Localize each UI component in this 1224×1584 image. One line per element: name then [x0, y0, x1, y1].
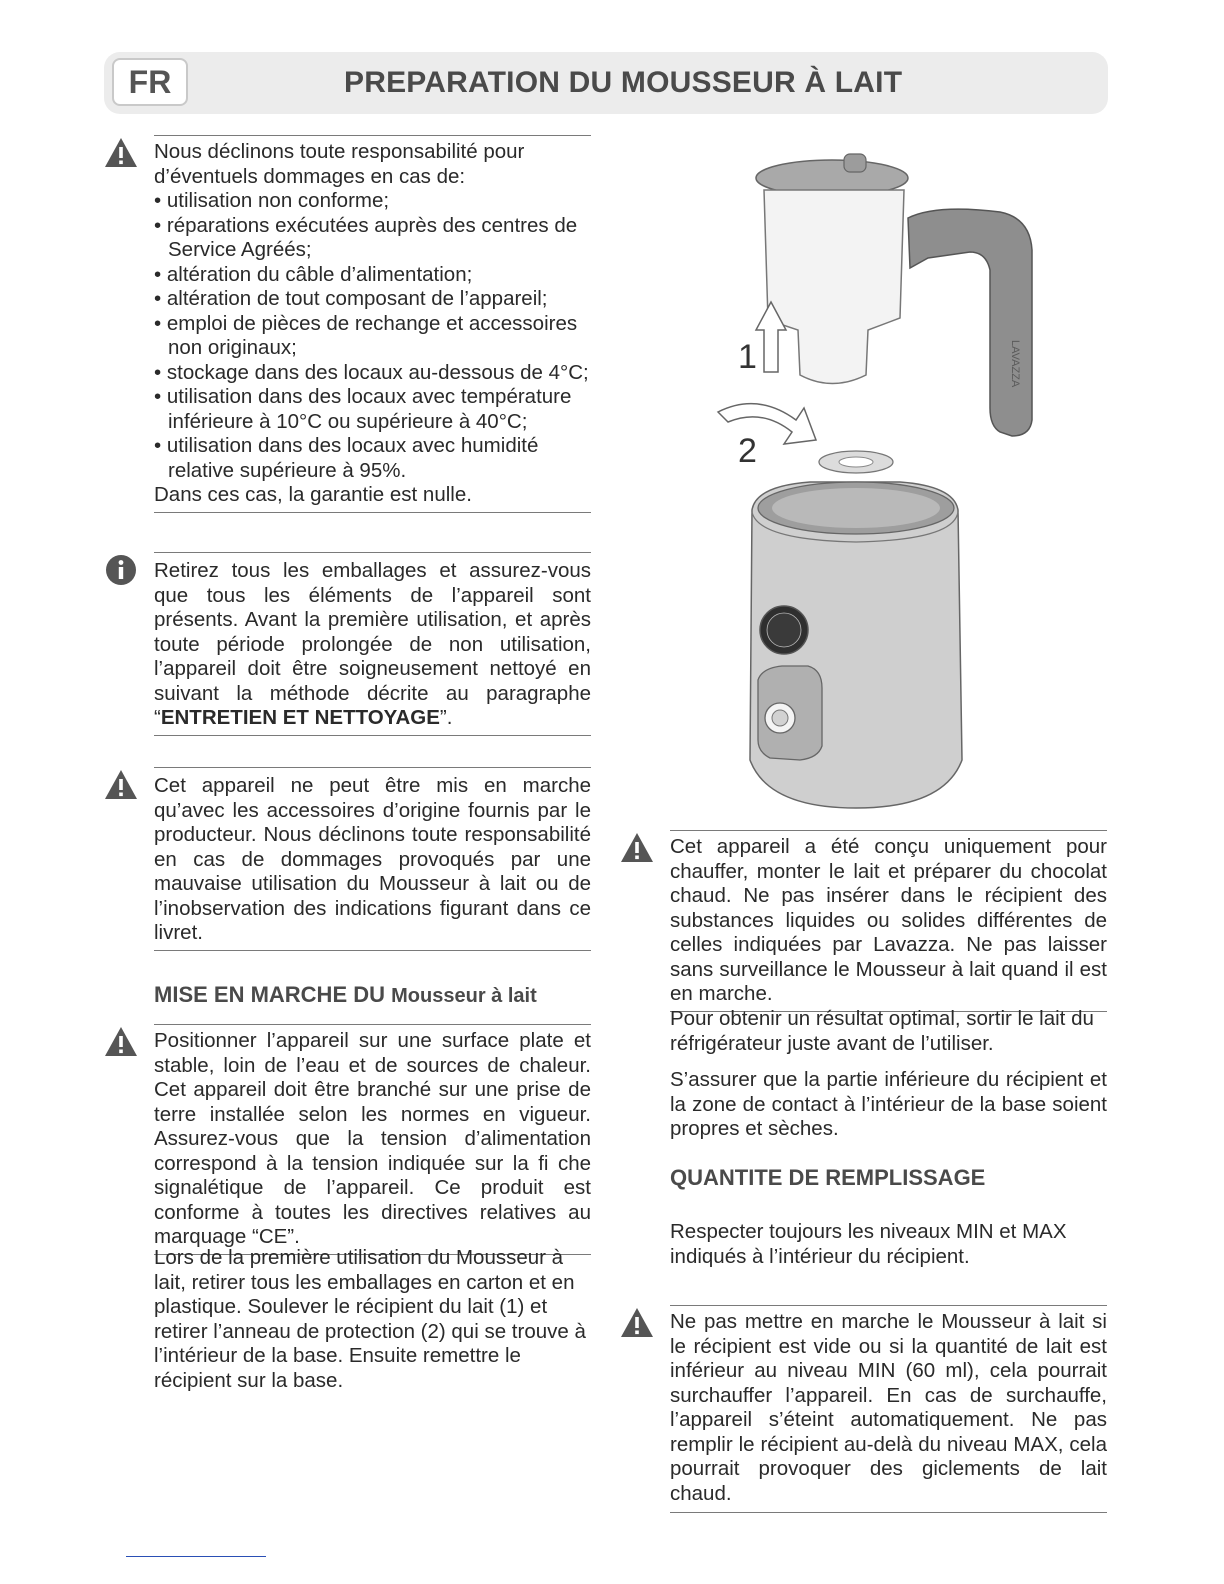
warning-liability-outro: Dans ces cas, la garantie est nulle. — [154, 483, 472, 506]
warning-icon — [104, 1025, 138, 1059]
first-use-paragraph: Lors de la première utilisation du Mousseur à lait, retirer tous les emballages en carton et en plastique. Soulever le récipient du lait (1) et retirer l’anneau de protection (2) qui se trouve à l’intérieur de la base. Ensuite remettre le récipient sur la base. — [154, 1246, 586, 1392]
warning-liability-block — [154, 135, 591, 513]
page-header — [104, 52, 1108, 114]
list-item: • utilisation non conforme; — [154, 189, 390, 212]
list-item: • utilisation dans des locaux avec température inférieure à 10°C ou supérieure à 40°C; — [154, 385, 572, 433]
list-item: • utilisation dans des locaux avec humidité relative supérieure à 95%. — [154, 434, 539, 482]
fridge-paragraph: Pour obtenir un résultat optimal, sortir le lait du réfrigérateur juste avant de l’utiliser. — [670, 1007, 1094, 1055]
warning-icon — [620, 831, 654, 865]
clean-paragraph: S’assurer que la partie inférieure du récipient et la zone de contact à l’intérieur de la base soient propres et sèches. — [670, 1068, 1107, 1140]
milk-frother-illustration — [700, 140, 1060, 815]
section-heading-start: MISE EN MARCHE DU Mousseur à lait — [154, 982, 537, 1007]
warning-icon — [104, 136, 138, 170]
info-packaging-block: Retirez tous les emballages et assurez-vous que tous les éléments de l’appareil sont présents. Avant la première utilisation, et après toute période prolongée de non utilisation, l’appareil doit être soigneusement nettoyé en suivant la méthode décrite au paragraphe “ENTRETIEN ET NETTOYAGE”. — [154, 552, 591, 736]
info-icon — [105, 554, 137, 586]
step-1-label: 1 — [738, 338, 757, 376]
list-item: • stockage dans des locaux au-dessous de 4°C; — [154, 360, 589, 384]
warning-overheat-block: Ne pas mettre en marche le Mousseur à lait si le récipient est vide ou si la quantité de lait est inférieur au niveau MIN (60 ml), cela pourrait surchauffer l’appareil. En cas de surchauffe, l’appareil s’éteint automatiquement. Ne pas remplir le récipient au-delà du niveau MAX, cela pourrait provoquer des giclements de lait chaud. — [670, 1305, 1107, 1513]
warning-accessories-block: Cet appareil ne peut être mis en marche qu’avec les accessoires d’origine fournis par le producteur. Nous déclinons toute responsabilité en cas de dommages provoqués par une mauvaise utilisation du Mousseur à lait ou de l’inobservation des indications figurant dans ce livret. — [154, 767, 591, 951]
list-item: • réparations exécutées auprès des centres de Service Agréés; — [154, 213, 578, 261]
step-2-label: 2 — [738, 432, 757, 470]
handle-brand-label: LAVAZZA — [1009, 340, 1021, 388]
list-item: • emploi de pièces de rechange et accessoires non originaux; — [154, 311, 578, 359]
warning-icon — [104, 768, 138, 802]
warning-usage-block: Cet appareil a été conçu uniquement pour chauffer, monter le lait et préparer du chocolat chaud. Ne pas insérer dans le récipient des substances liquides ou solides différentes de celles indiquées par Lavazza. Ne pas laisser sans surveillance le Mousseur à lait quand il est en marche. — [670, 830, 1107, 1012]
warning-icon — [620, 1306, 654, 1340]
list-item: • altération de tout composant de l’appareil; — [154, 287, 548, 310]
levels-paragraph: Respecter toujours les niveaux MIN et MAX indiqués à l’intérieur du récipient. — [670, 1220, 1067, 1268]
section-heading-filling: QUANTITE DE REMPLISSAGE — [670, 1165, 986, 1190]
list-item: • altération du câble d’alimentation; — [154, 262, 473, 286]
warning-liability-intro: Nous déclinons toute responsabilité pour d’éventuels dommages en cas de: — [154, 140, 525, 188]
page-title: PREPARATION DU MOUSSEUR À LAIT — [344, 66, 903, 99]
warning-installation-block: Positionner l’appareil sur une surface plate et stable, loin de l’eau et de sources de chaleur. Cet appareil doit être branché sur une prise de terre installée selon les normes en vigueur. Assurez-vous que la tension d’alimentation correspond à la tension indiquée sur la fi che signalétique de l’appareil. Ce produit est conforme à toutes les directives relatives au marquage “CE”. — [154, 1024, 591, 1255]
footer-divider — [126, 1556, 266, 1557]
language-badge: FR — [112, 58, 188, 106]
